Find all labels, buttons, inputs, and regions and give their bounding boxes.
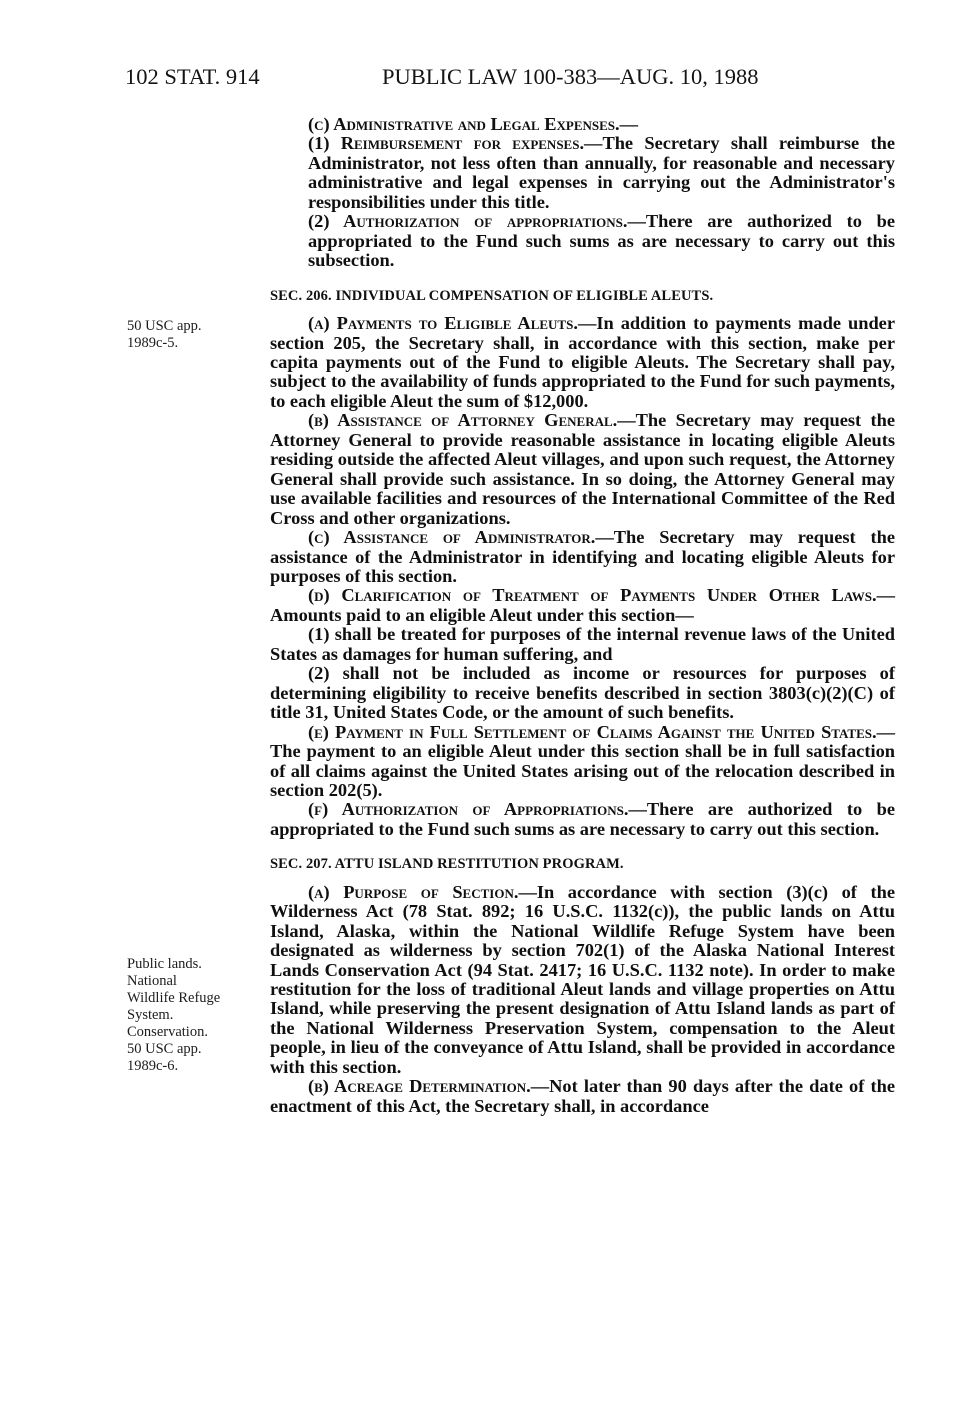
subsection-heading: (c) Administrative and Legal Expenses.— <box>308 114 639 134</box>
paragraph-206c <box>270 528 895 586</box>
subsection-text: —The payment to an eligible Aleut under this section shall be in full satisfaction of all claims against the United States arising out of the relocation described in section 202(5). <box>270 721 895 800</box>
subsection-heading: (a) Purpose of Section. <box>308 881 519 902</box>
margin-note-line: 1989c-5. <box>127 335 179 351</box>
paragraph-text: —There are authorized to be appropriated to the Fund such sums as are necessary to carry out this subsection. <box>308 211 895 271</box>
margin-note-line: National <box>127 973 177 989</box>
paragraph-c-heading <box>270 115 895 134</box>
margin-note-line: 50 USC app. <box>127 318 202 334</box>
subsection-heading: (f) Authorization of Appropriations. <box>308 799 629 820</box>
subsection-text: —In accordance with section (3)(c) of the Wilderness Act (78 Stat. 892; 16 U.S.C. 1132(c)), the public lands on Attu Island, Alaska, within the National Wildlife Refuge System have been designated as wilderness by section 702(1) of the Alaska National Interest Lands Conservation Act (94 Stat. 2417; 16 U.S.C. 1132 note). In order to make restitution for the loss of traditional Aleut lands and village properties on Attu Island, while preserving the present designation of Attu Island lands as part of the National Wilderness Preservation System, compensation to the Aleut people, in lieu of the conveyance of Attu Island, shall be provided in accordance with this section. <box>270 881 896 1077</box>
paragraph-207a <box>270 883 895 1078</box>
paragraph-206e <box>270 723 895 801</box>
margin-note-line: 50 USC app. <box>127 1041 202 1057</box>
paragraph-206b <box>270 411 895 528</box>
subsection-heading: (b) Assistance of Attorney General. <box>308 410 618 431</box>
page-running-title: PUBLIC LAW 100-383—AUG. 10, 1988 <box>382 64 759 89</box>
subsection-text: —In addition to payments made under section 205, the Secretary shall, in accordance with this section, make per capita payments out of the Fund to eligible Aleuts. The Secretary shall pay, subject to the availability of funds appropriated to the Fund for such payments, to each eligible Aleut the sum of $12,000. <box>270 313 896 411</box>
paragraph-heading: (1) Reimbursement for expenses. <box>308 133 585 154</box>
paragraph-206a <box>270 314 895 411</box>
subsection-text: —There are authorized to be appropriated to the Fund such sums as are necessary to carry out this section. <box>270 799 895 839</box>
margin-note-line: 1989c-6. <box>127 1058 179 1074</box>
statute-body <box>270 115 895 1116</box>
paragraph-206d <box>270 586 895 625</box>
page-stat-citation: 102 STAT. 914 <box>125 64 260 89</box>
paragraph-206d1: (1) shall be treated for purposes of the internal revenue laws of the United States as damages for human suffering, and <box>270 624 895 664</box>
subsection-text: —The Secretary may request the assistance of the Administrator in identifying and locating eligible Aleuts for purposes of this section. <box>270 527 895 586</box>
margin-note-line: Wildlife Refuge <box>127 990 221 1006</box>
paragraph-text: —The Secretary shall reimburse the Administrator, not less often than annually, for reasonable and necessary administrative and legal expenses in carrying out the Administrator's responsibilities under this title. <box>308 133 895 212</box>
paragraph-c1 <box>270 134 895 212</box>
margin-note-sec207 <box>127 956 259 1075</box>
margin-note-line: Public lands. <box>127 956 202 972</box>
paragraph-heading: (2) Authorization of appropriations. <box>308 211 628 232</box>
subsection-heading: (e) Payment in Full Settlement of Claims Against the United States. <box>308 721 877 742</box>
subsection-heading: (d) Clarification of Treatment of Payments Under Other Laws. <box>308 585 877 606</box>
subsection-heading: (c) Assistance of Administrator. <box>308 527 596 548</box>
margin-note-sec206 <box>127 318 259 352</box>
paragraph-206d2: (2) shall not be included as income or resources for purposes of determining eligibility to receive benefits described in section 3803(c)(2)(C) of title 31, United States Code, or the amount of such benefits. <box>270 663 895 723</box>
paragraph-206f <box>270 800 895 839</box>
margin-note-line: Conservation. <box>127 1024 208 1040</box>
section-207-title: SEC. 207. ATTU ISLAND RESTITUTION PROGRAM. <box>270 856 624 873</box>
margin-note-line: System. <box>127 1007 174 1023</box>
paragraph-207b <box>270 1077 895 1116</box>
subsection-text: —Amounts paid to an eligible Aleut under this section— <box>270 585 895 625</box>
paragraph-c2 <box>270 212 895 270</box>
subsection-heading: (b) Acreage Determination. <box>308 1076 531 1097</box>
subsection-text: —The Secretary may request the Attorney General to provide reasonable assistance in locating eligible Aleuts residing outside the affected Aleut villages, and upon such request, the Attorney General shall provide such assistance. In so doing, the Attorney General may use available facilities and resources of the International Committee of the Red Cross and other organizations. <box>270 410 895 528</box>
subsection-text: —Not later than 90 days after the date of the enactment of this Act, the Secretary shall, in accordance <box>270 1076 895 1116</box>
section-206-title: SEC. 206. INDIVIDUAL COMPENSATION OF ELIGIBLE ALEUTS. <box>270 287 714 304</box>
subsection-heading: (a) Payments to Eligible Aleuts. <box>308 313 578 334</box>
